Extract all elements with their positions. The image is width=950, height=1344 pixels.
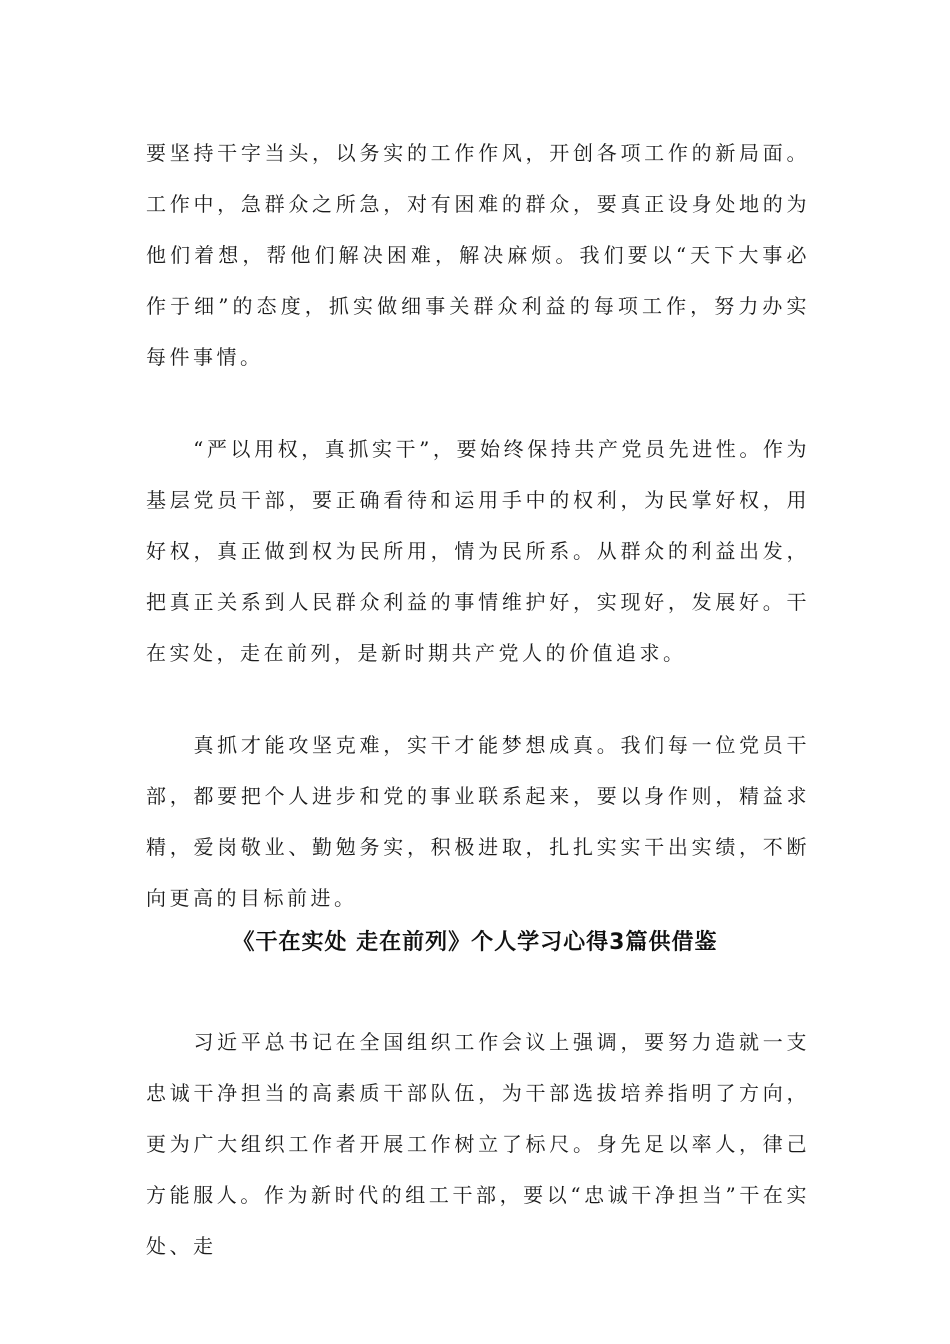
section-title: 《干在实处 走在前列》个人学习心得3篇供借鉴 (232, 930, 718, 955)
body-paragraph-2: “严以用权，真抓实干”，要始终保持共产党员先进性。作为基层党员干部，要正确看待和运用手中的权利，为民掌好权，用好权，真正做到权为民所用，情为民所系。从群众的利益出发，把真正关系到人民群众利益的事情维护好，实现好，发展好。干在实处，走在前列，是新时期共产党人的价值追求。 (146, 437, 810, 665)
body-paragraph-3: 真抓才能攻坚克难，实干才能梦想成真。我们每一位党员干部，都要把个人进步和党的事业联系起来，要以身作则，精益求精，爱岗敬业、勤勉务实，积极进取，扎扎实实干出实绩，不断向更高的目标前进。 (146, 733, 810, 910)
section-paragraph-1: 习近平总书记在全国组织工作会议上强调，要努力造就一支忠诚干净担当的高素质干部队伍，为干部选拔培养指明了方向，更为广大组织工作者开展工作树立了标尺。身先足以率人，律己方能服人。作为新时代的组工干部，要以“忠诚干净担当”干在实处、走 (146, 1030, 810, 1258)
body-paragraph-1: 要坚持干字当头，以务实的工作作风，开创各项工作的新局面。工作中，急群众之所急，对有困难的群众，要真正设身处地的为他们着想，帮他们解决困难，解决麻烦。我们要以“天下大事必作于细”的态度，抓实做细事关群众利益的每项工作，努力办实每件事情。 (146, 141, 810, 369)
